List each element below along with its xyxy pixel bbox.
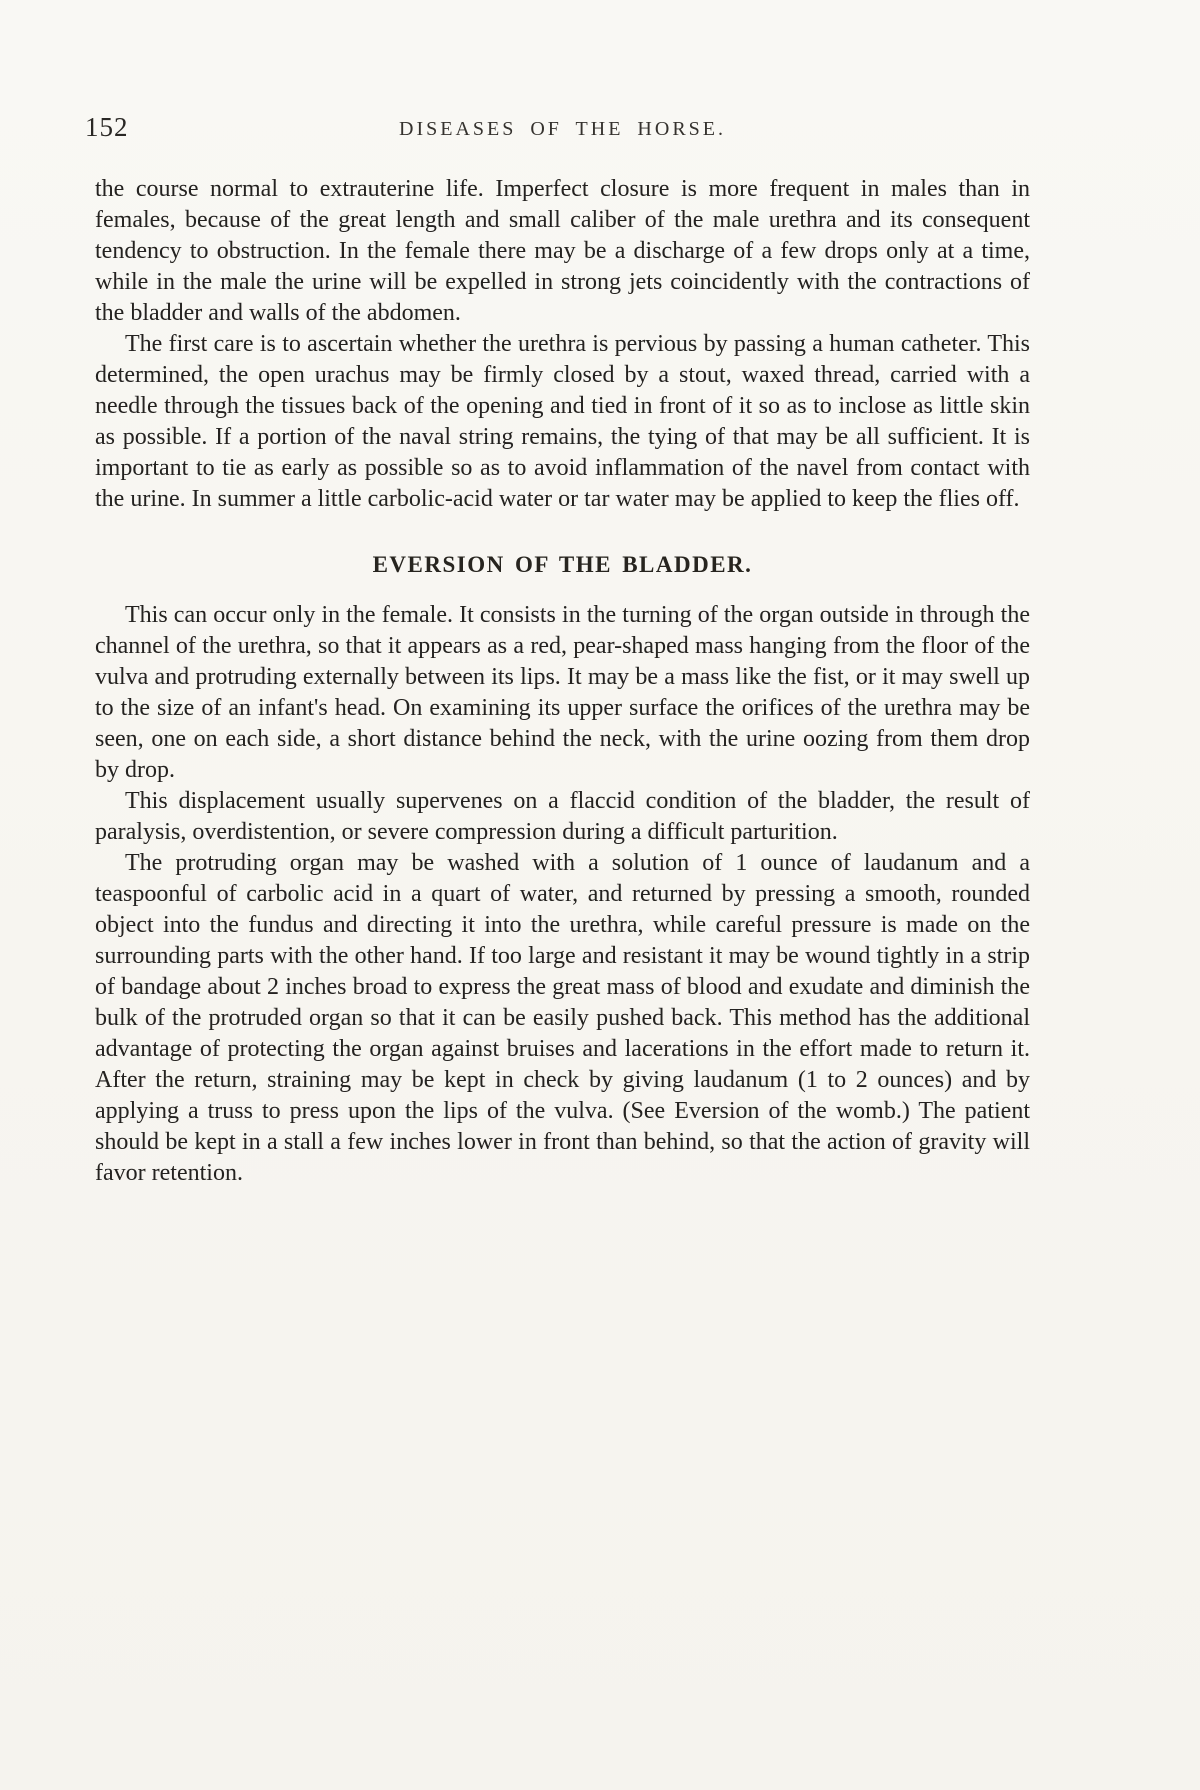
body-paragraph: The first care is to ascertain whether the urethra is pervious by passing a human catheter. This determined, the open urachus may be firmly closed by a stout, waxed thread, carried with a needle through the tissues back of the opening and tied in front of it so as to inclose as little skin as possible. If a portion of the naval string remains, the tying of that may be all sufficient. It is important to tie as early as possible so as to avoid inflammation of the navel from contact with the urine. In summer a little carbolic-acid water or tar water may be applied to keep the flies off.: [95, 331, 1030, 512]
body-paragraph: the course normal to extrauterine life. Imperfect closure is more frequent in males than in females, because of the great length and small caliber of the male urethra and its consequent tendency to obstruction. In the female there may be a discharge of a few drops only at a time, while in the male the urine will be expelled in strong jets coincidently with the contractions of the bladder and walls of the abdomen.: [95, 176, 1030, 326]
page-number: 152: [85, 112, 129, 142]
section-heading: EVERSION OF THE BLADDER.: [372, 552, 753, 577]
page-header: [85, 112, 1030, 156]
body-paragraph: The protruding organ may be washed with a solution of 1 ounce of laudanum and a teaspoonful of carbolic acid in a quart of water, and returned by pressing a smooth, rounded object into the fundus and directing it into the urethra, while careful pressure is made on the surrounding parts with the other hand. If too large and resistant it may be wound tightly in a strip of bandage about 2 inches broad to express the great mass of blood and exudate and diminish the bulk of the protruded organ so that it can be easily pushed back. This method has the additional advantage of protecting the organ against bruises and lacerations in the effort made to return it. After the return, straining may be kept in check by giving laudanum (1 to 2 ounces) and by applying a truss to press upon the lips of the vulva. (See Eversion of the womb.) The patient should be kept in a stall a few inches lower in front than behind, so that the action of gravity will favor retention.: [95, 850, 1030, 1186]
running-title: DISEASES OF THE HORSE.: [399, 118, 726, 140]
page-body: [95, 174, 1030, 1189]
body-paragraph: This can occur only in the female. It consists in the turning of the organ outside in through the channel of the urethra, so that it appears as a red, pear-shaped mass hanging from the floor of the vulva and protruding externally between its lips. It may be a mass like the fist, or it may swell up to the size of an infant's head. On examining its upper surface the orifices of the urethra may be seen, one on each side, a short distance behind the neck, with the urine oozing from them drop by drop.: [95, 602, 1030, 783]
body-paragraph: This displacement usually supervenes on a flaccid condition of the bladder, the result of paralysis, overdistention, or severe compression during a difficult parturition.: [95, 788, 1030, 845]
